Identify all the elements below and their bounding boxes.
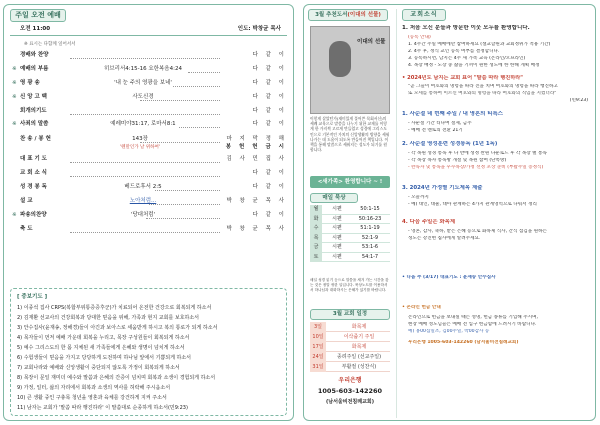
news-line: - 오늘까지 [408, 195, 429, 200]
order-leader: 다 같 이 [252, 52, 287, 58]
news-line: 4. 다음 주일은 화목제 [402, 219, 456, 225]
order-content: 베드로후서 2:5 [124, 184, 162, 190]
reading-row [310, 215, 390, 225]
prayer-item: 6) 수험생들이 믿음을 가지고 당당하게 도전하며 하나님 앞에서 기쁨되게 하소서 [17, 355, 191, 361]
prayer-box [10, 288, 287, 416]
order-row [10, 119, 287, 130]
order-leader: 김 사 민 집 사 [226, 156, 287, 162]
order-leader-2: 봉 헌 헌 금 시 [225, 144, 287, 150]
bulletin-right-panel [303, 4, 596, 421]
reading-row [310, 224, 390, 234]
news-tab: 교회소식 [402, 9, 446, 21]
order-row [10, 210, 287, 221]
order-leader: 다 같 이 [252, 212, 287, 218]
order-row [10, 78, 287, 89]
order-content: 143장 [132, 136, 148, 142]
reading-row [310, 243, 390, 253]
reading-book: 시편 [332, 206, 342, 212]
dotted-leader [149, 204, 220, 205]
order-leader: 다 같 이 [252, 170, 287, 176]
news-line: 3. 등록하시면, 남지는 4주 새 가족 교육 (온라인/오프라인) [408, 56, 526, 61]
dotted-leader [140, 100, 220, 101]
dotted-leader [179, 127, 220, 128]
reading-chapters: 52:1-9 [361, 234, 379, 241]
reading-day: 금 [310, 243, 322, 253]
news-line: "곧 그들이 여호와의 명령을 따라 진을 치며 여호와의 명령을 따라 행진하고 [408, 84, 558, 89]
news-line: (민9:23) [569, 98, 588, 103]
reading-book: 시편 [332, 234, 342, 241]
reading-day: 수 [310, 224, 322, 234]
schedule-date: 10일 [310, 332, 326, 342]
order-leader: 마 지 막 정 해 [226, 136, 287, 142]
news-line: 성도는 강진현 집사에게 알려주세요. [408, 236, 481, 241]
reading-table [310, 205, 390, 262]
schedule-row [310, 352, 390, 362]
welcome-banner: <새가족> 환영합니다 ~ ! [310, 176, 390, 188]
reading-book: 시편 [332, 253, 342, 260]
reading-chapters: 54:1-7 [361, 253, 379, 260]
worship-panel [3, 4, 294, 421]
order-bullet: ※ [12, 66, 17, 72]
order-name: 설 교 [20, 198, 33, 204]
dotted-leader [70, 232, 220, 233]
dotted-leader [70, 58, 220, 59]
schedule-date: 17일 [310, 342, 326, 352]
dotted-leader [188, 72, 220, 73]
prayer-item: 5) 예수 그리스도의 한 몸 지체된 새 가족들에게 은혜와 생명이 넘치게 하소서 [17, 345, 185, 351]
news-line: 2. 사순절 영성훈련 성경통독 (1년 1독) [402, 141, 498, 147]
prayer-item: 9) 가정, 일터, 삶의 자리에서 회복과 소생의 역사를 허락해 주시옵소서 [17, 385, 171, 391]
order-row [10, 64, 287, 75]
prayer-item: 2) 김재환 선교사의 건강회복과 당대한 믿음을 위해, 가족과 현지 교회를 보호하소서 [17, 315, 200, 321]
news-line: - 예배 전 멘토의 전환 21기 [408, 128, 463, 133]
reading-row [310, 253, 390, 263]
schedule-date: 3일 [310, 322, 326, 332]
prayer-item: 7) 교회나라와 예배와 신앙생활이 중단되지 않도록 가정이 회복되게 하소서 [17, 365, 180, 371]
order-leader: 박 창 균 목 사 [226, 198, 287, 204]
dotted-leader [140, 142, 220, 143]
schedule-date: 31일 [310, 362, 326, 372]
order-name: 파송의찬양 [20, 212, 47, 218]
news-line: 4. 목장 배정 - 노장 중 삶을 기꺼이 원한 성도에 한 한해 게획 배정 [408, 63, 540, 68]
order-bullet: ※ [12, 94, 17, 100]
schedule-date: 24일 [310, 352, 326, 362]
news-line: - 완독자 및 통독을 우수목장/가정 선정 포상 준비 (부활주일 증정식) [408, 165, 544, 170]
divider-line [10, 35, 287, 36]
order-name: 교 회 소 식 [20, 170, 47, 176]
reading-chapters: 50:16-23 [358, 215, 382, 222]
bank-holder: (남서울비전침례교회) [325, 399, 375, 405]
news-line: 또 모세를 통하여 이르신 여호와의 명령을 따라 여호와의 직임을 지켰더라" [408, 91, 557, 96]
order-name: 사죄의 말씀 [20, 121, 49, 127]
column-divider [396, 9, 397, 418]
reading-book: 시편 [332, 244, 342, 250]
order-content: 노아처럼... [129, 198, 157, 204]
schedule-table [310, 322, 390, 372]
news-line: 1. 4주간 주일 예배에만 참여하세요 (셀교할원과 교회정위가 적용 기간) [408, 42, 551, 47]
reading-chapters: 50:1-15 [360, 206, 380, 212]
order-name: 성 경 봉 독 [20, 184, 47, 190]
news-line: 온라인으로 헌금을 보내실 때는 성명, 헌금 종류를 기입해 주시며, [408, 315, 538, 320]
dotted-leader [70, 162, 220, 163]
order-bullet: ※ [12, 80, 17, 86]
news-line: - 각 목원 성경 통독 후 다 반에 성정 완원 다운로드 후 각 목장 별 통독 [408, 151, 547, 156]
order-name: 영 광 송 [20, 80, 40, 86]
book-cover-image [310, 26, 390, 114]
order-row [10, 154, 287, 165]
reading-day: 화 [310, 215, 322, 225]
book-tab-subtitle: (이대의 선물) [347, 12, 381, 18]
order-content-2: '웬말인가 날 위하여' [119, 145, 161, 150]
news-line: - 사순절 기간 티다여 절제, 금주 [408, 121, 472, 126]
news-line: - 각 목장 목자 통독방 개설 및 목원 참여 (단톡방) [408, 158, 507, 163]
news-line: 우리은행 1005-603-142260 (남서울비전침례교회) [408, 340, 519, 345]
book-cover-title: 이대의 선물 [357, 39, 386, 45]
schedule-row [310, 322, 390, 332]
worship-tab: 주일 오전 예배 [10, 9, 66, 22]
order-leader: 다 같 이 [252, 94, 287, 100]
prayer-title: [ 중보기도 ] [17, 294, 48, 300]
news-line: (등록 안내) [408, 35, 431, 40]
order-name: 찬 송 / 봉 헌 [20, 136, 51, 142]
book-description: 이렇게 살았던가(재미있게 풀어쓴 목회서신)의 세례 교육으로 말씀을 나누기 위한 교재를 이렇게 한 가지씩 고르게 만들었고 성경에 그리스도인으로 기본적인 가치의 신앙생활의 방향을 세워 나가는 데 도움이 되도록 만들어진 책입니다. 이 책을 통해 말씀으로 세워지는 성도가 되기를 원합니다. [310, 116, 390, 153]
news-line: 1. 처음 오신 분들과 방문한 이웃 모두를 환영합니다. [402, 25, 530, 31]
order-content: 히브리서4:15-16 요한복음4:24 [104, 66, 182, 72]
dotted-leader [146, 218, 220, 219]
prayer-item: 11) 남자는 교회가 '말씀 따라 행진하라' 이 말씀대로 순종하게 하소서(민9:23) [17, 405, 188, 411]
order-name: 회개의기도 [20, 108, 47, 114]
order-row [10, 39, 287, 50]
reading-chapters: 53:1-6 [361, 244, 379, 250]
reading-book: 시편 [332, 225, 342, 231]
reading-chapters: 51:1-19 [360, 225, 380, 231]
order-leader: 다 같 이 [252, 80, 287, 86]
reading-row [310, 234, 390, 244]
order-leader: 박 창 균 목 사 [226, 226, 287, 232]
news-line: • 다음 주 (3/17) 대표기도 : 윤재송 안수집사 [402, 275, 496, 280]
dotted-leader [70, 114, 220, 115]
reading-day: 토 [310, 253, 322, 263]
worship-header [10, 24, 287, 35]
prayer-item: 4) 목자들이 먼저 예배 가운데 회복을 누리고, 목장 구성원들이 회복되게 하소서 [17, 335, 190, 341]
reading-tab: 매일 묵상 [310, 193, 358, 203]
order-name: 예배의 부름 [20, 66, 49, 72]
order-bullet: ※ [12, 212, 17, 218]
order-content: '내 눈 주의 영광을 보네' [114, 80, 172, 86]
book-cover-illustration [329, 41, 351, 77]
news-line: 2. 4주 후, 정식 교인 등록 여부를 결정합니다. [408, 49, 500, 54]
schedule-event: 화목제 [351, 344, 367, 350]
order-row [10, 196, 287, 207]
schedule-row [310, 332, 390, 342]
news-line: • 온라인 헌금 안내 [402, 305, 441, 310]
news-line: 3. 2024년 가정별 기도제목 제출 [402, 185, 483, 191]
order-row [10, 168, 287, 179]
bank-account: 1005-603-142260 [317, 387, 383, 395]
schedule-row [310, 342, 390, 352]
schedule-event: 종려주일 (선교주일) [336, 354, 382, 360]
order-bullet: ※ [12, 121, 17, 127]
order-content: '당대처럼' [130, 212, 156, 218]
prayer-item: 10) 큰 생활 중인 구총목 청년을 영혼과 육체를 강건하게 지켜 주소서 [17, 395, 167, 401]
order-leader: 다 같 이 [252, 184, 287, 190]
news-line: • 2024년도 남지는 교회 표어 "말씀 따라 행진하라" [402, 75, 523, 81]
news-line: 1. 사순절 네 번째 주일 / 내 영혼의 티톡스 [402, 111, 503, 117]
order-row [10, 134, 287, 150]
order-row [10, 182, 287, 193]
order-row [10, 50, 287, 61]
order-note: ※ 표시는 다함께 일어서서 [24, 42, 76, 47]
book-tab [308, 9, 388, 21]
order-leader: 다 같 이 [252, 66, 287, 72]
bank-name: 우리은행 [338, 377, 362, 384]
dotted-leader [155, 190, 220, 191]
schedule-tab: 3월 교회 일정 [310, 309, 390, 320]
news-line: - 영혼, 감사, 축하, 받은 은혜 등으로 화목제 식사, 간식 섬김을 원하는 [408, 229, 547, 234]
order-leader: 다 같 이 [252, 121, 287, 127]
order-content: 예레미야31:17, 로마서8:1 [110, 121, 176, 127]
order-content: 사도신경 [132, 94, 154, 100]
reading-note: 매일 성경 읽기 등으로 말씀을 새겨 가는 시간을 갖는 것은 정말 귀한 일입니다. 묵상노트를 이용하셔서 하나님과 대화하시는 은혜가 있기를 바랍니다. [310, 278, 389, 292]
prayer-item: 1) 이종석 집사 CRPS(복합부위통증증후군)가 치료되어 온전한 건강으로 회복되게 하소서 [17, 305, 212, 311]
reading-book: 시편 [332, 215, 342, 222]
order-leader: 다 같 이 [252, 108, 287, 114]
news-line: - 예) 대인, 대물, 대아 관계하는 4가지 관계영역으로 나눠서 정리 [408, 202, 537, 207]
prayer-item: 8) 목장이 문일 재미더 예수와 말씀과 은혜의 간증이 넘치며 회복과 소생이 경험되게 하소서 [17, 375, 216, 381]
order-name: 대 표 기 도 [20, 156, 47, 162]
worship-leader: 인도: 박창균 목사 [237, 26, 281, 32]
book-tab-label: 3월 추천도서 [315, 12, 348, 18]
news-line: 예) 홍00십일조, 김00주일, 박00감사 등 [408, 329, 490, 334]
order-row [10, 106, 287, 117]
reading-row [310, 205, 390, 215]
prayer-item: 3) 안수집사(윤재송, 정해경)들이 아긴과 보아스로 세움받게 하시고 복의 통로가 되게 하소서 [17, 325, 218, 331]
order-name: 신 앙 고 백 [20, 94, 47, 100]
schedule-event: 부활절 (성찬식) [341, 364, 377, 370]
order-name: 경배와 찬양 [20, 52, 49, 58]
reading-day: 목 [310, 234, 322, 244]
news-line: 현장 예배 성도님들은 예배 전 입구 헌금함에 드려시기 바랍니다. [408, 322, 537, 327]
schedule-row [310, 362, 390, 372]
order-name: 축 도 [20, 226, 33, 232]
schedule-event: 이삭줍기 주일 [343, 334, 375, 340]
bank-info [310, 375, 390, 415]
order-row [10, 92, 287, 103]
reading-day: 월 [310, 205, 322, 215]
order-row [10, 224, 287, 235]
schedule-event: 화목제 [351, 324, 367, 330]
worship-time: 오전 11:00 [20, 26, 51, 32]
dotted-leader [70, 176, 220, 177]
dotted-leader [173, 86, 220, 87]
